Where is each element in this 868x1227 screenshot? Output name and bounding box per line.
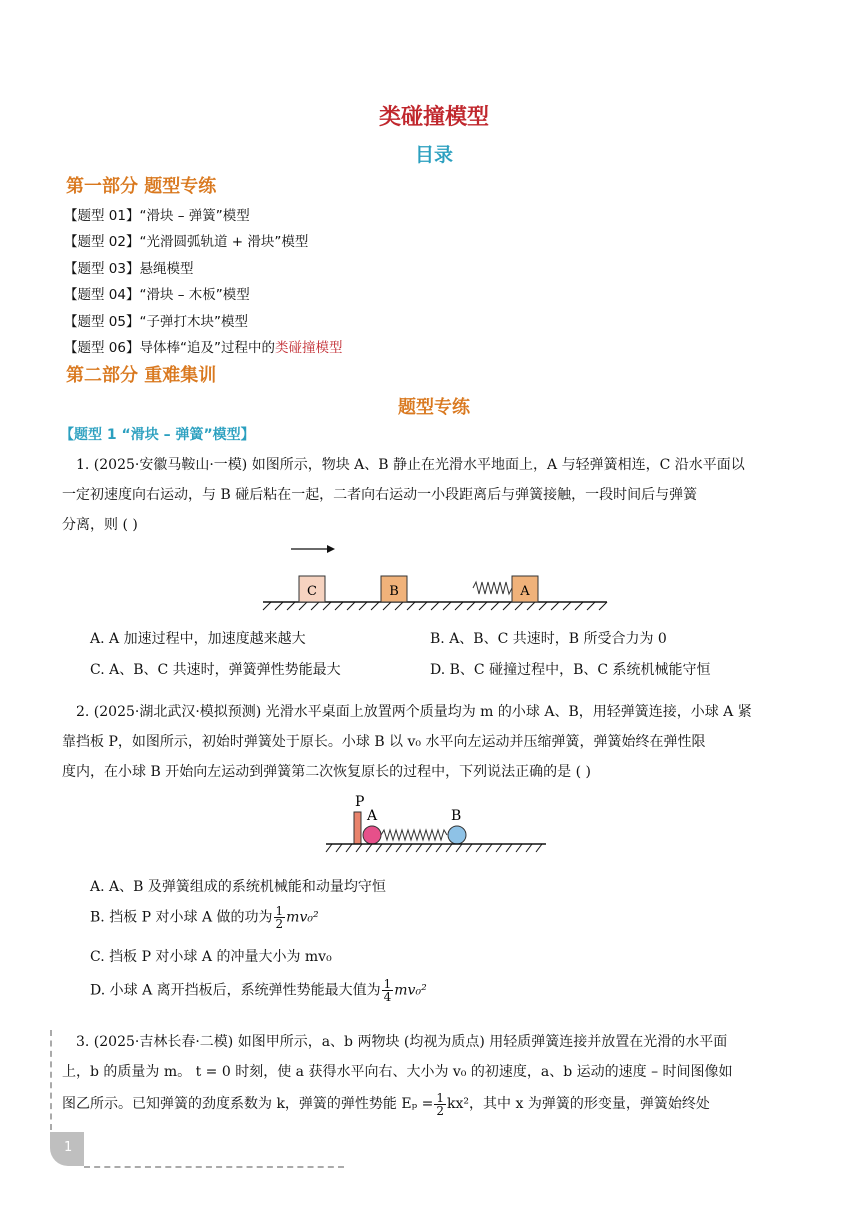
q1-option-c[interactable]: C. A、B、C 共速时，弹簧弹性势能最大 <box>90 662 341 678</box>
toc-text: “滑块 – 弹簧”模型 <box>139 208 250 224</box>
fraction <box>382 978 394 1003</box>
spring <box>381 830 447 840</box>
q1-line-3: 分离，则 ( ) <box>62 517 138 533</box>
fraction-denominator: 4 <box>383 990 392 1004</box>
q1-option-b[interactable]: B. A、B、C 共速时，B 所受合力为 0 <box>430 631 667 647</box>
q2-line-3: 度内，在小球 B 开始向左运动到弹簧第二次恢复原长的过程中，下列说法正确的是 ( ) <box>62 764 592 780</box>
toc-item-6[interactable] <box>64 336 342 356</box>
page-title: 类碰撞模型 <box>378 105 489 130</box>
block-c-label: C <box>307 584 317 599</box>
q3-line-1: 3. (2025·吉林长春·二模) 如图甲所示，a、b 两物块 (均视为质点) 用轻质弹簧连接并放置在光滑的水平面 <box>76 1034 728 1050</box>
q3-line-3-tail: kx²，其中 x 为弹簧的形变量，弹簧始终处 <box>447 1096 710 1112</box>
part1-heading: 第一部分 题型专练 <box>66 176 217 197</box>
q2-line-1: 2. (2025·湖北武汉·模拟预测) 光滑水平桌面上放置两个质量均为 m 的小球 A、B，用轻弹簧连接，小球 A 紧 <box>76 704 752 720</box>
p-label: P <box>355 794 365 810</box>
block-a-label: A <box>520 584 530 599</box>
q2-line-2: 靠挡板 P，如图所示，初始时弹簧处于原长。小球 B 以 v₀ 水平向左运动并压缩弹簧，弹簧始终在弹性限 <box>62 734 706 750</box>
ball-a <box>363 826 381 844</box>
q2-figure <box>320 790 550 858</box>
toc-item-1[interactable] <box>64 204 250 224</box>
q2-option-b[interactable] <box>90 905 319 930</box>
fraction-numerator: 1 <box>275 904 284 918</box>
q2-option-c[interactable]: C. 挡板 P 对小球 A 的冲量大小为 mv₀ <box>90 949 332 965</box>
toc-text: 悬绳模型 <box>139 261 194 277</box>
q1-option-d[interactable]: D. B、C 碰撞过程中，B、C 系统机械能守恒 <box>430 662 711 678</box>
q3-line-3 <box>62 1089 710 1119</box>
ball-a-label: A <box>367 808 378 824</box>
toc-highlight: 类碰撞模型 <box>274 340 343 356</box>
q1-figure <box>255 538 615 612</box>
toc-item-2[interactable] <box>64 230 308 250</box>
margin-dashed-line <box>50 1030 52 1130</box>
q2-option-a[interactable]: A. A、B 及弹簧组成的系统机械能和动量均守恒 <box>90 879 386 895</box>
toc-prefix: 【题型 01】 <box>64 208 140 224</box>
toc-prefix: 【题型 05】 <box>64 314 140 330</box>
toc-prefix: 【题型 02】 <box>64 234 140 250</box>
fraction <box>274 905 286 930</box>
q1-line-1: 1. (2025·安徽马鞍山·一模) 如图所示，物块 A、B 静止在光滑水平地面上，A 与轻弹簧相连，C 沿水平面以 <box>76 457 745 473</box>
fraction-denominator: 2 <box>275 917 284 931</box>
toc-heading: 目录 <box>414 144 453 166</box>
toc-text: “滑块 – 木板”模型 <box>139 287 250 303</box>
ground-hatch <box>263 602 607 610</box>
fraction-numerator: 1 <box>383 977 392 991</box>
q2-option-d-formula: mv₀² <box>394 982 427 999</box>
q3-line-3-text: 图乙所示。已知弹簧的劲度系数为 k，弹簧的弹性势能 Eₚ = <box>62 1096 434 1112</box>
part2-heading: 第二部分 重难集训 <box>66 365 217 386</box>
arrow-head-icon <box>327 545 335 553</box>
toc-item-4[interactable] <box>64 283 250 303</box>
fraction-numerator: 1 <box>436 1090 445 1105</box>
q1-line-2: 一定初速度向右运动，与 B 碰后粘在一起，二者向右运动一小段距离后与弹簧接触，一段时间后与弹簧 <box>62 487 698 503</box>
q2-option-b-formula: mv₀² <box>286 909 319 926</box>
fraction-denominator: 2 <box>436 1103 445 1118</box>
q3-line-2: 上，b 的质量为 m。 t = 0 时刻，使 a 获得水平向右、大小为 v₀ 的初速度，a、b 运动的速度 – 时间图像如 <box>62 1064 733 1080</box>
spring <box>473 582 512 594</box>
ball-b <box>448 826 466 844</box>
fraction <box>434 1092 446 1117</box>
baffle-p <box>354 812 361 844</box>
block-b-label: B <box>389 584 399 599</box>
toc-item-3[interactable] <box>64 257 193 277</box>
toc-prefix: 【题型 06】 <box>64 340 140 356</box>
toc-text: 导体棒“追及”过程中的 <box>139 340 275 356</box>
q2-option-b-text: B. 挡板 P 对小球 A 做的功为 <box>90 909 273 926</box>
q2-option-d[interactable] <box>90 978 427 1003</box>
section-title: 题型专练 <box>398 397 470 418</box>
ground-hatch <box>326 844 542 852</box>
toc-item-5[interactable] <box>64 310 248 330</box>
footer-dashed-line <box>84 1166 344 1168</box>
ball-b-label: B <box>451 808 462 824</box>
toc-text: “光滑圆弧轨道 + 滑块”模型 <box>139 234 309 250</box>
type1-header: 【题型 1 “滑块 – 弹簧”模型】 <box>60 427 255 443</box>
toc-prefix: 【题型 04】 <box>64 287 140 303</box>
q2-option-d-text: D. 小球 A 离开挡板后，系统弹性势能最大值为 <box>90 982 381 999</box>
toc-text: “子弹打木块”模型 <box>139 314 248 330</box>
toc-prefix: 【题型 03】 <box>64 261 140 277</box>
page-number: 1 <box>64 1140 73 1155</box>
q1-option-a[interactable]: A. A 加速过程中，加速度越来越大 <box>90 631 306 647</box>
